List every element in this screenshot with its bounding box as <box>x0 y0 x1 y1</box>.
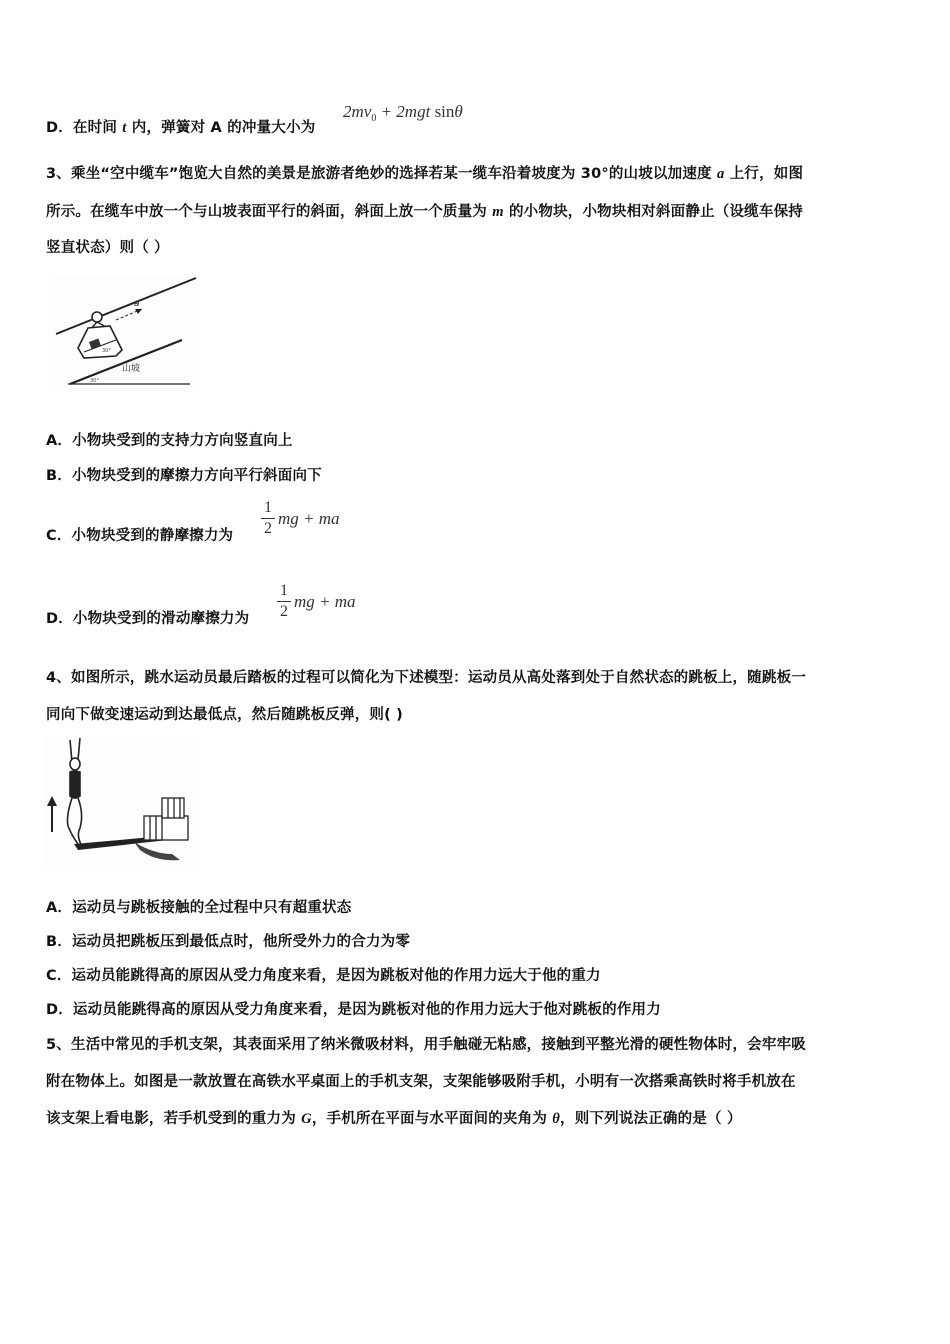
q2-option-d-text2: 内，弹簧对 A 的冲量大小为 <box>126 120 316 136</box>
q3-option-d-formula: mg + ma <box>294 592 356 611</box>
q3-option-a: A．小物块受到的支持力方向竖直向上 <box>46 433 293 449</box>
svg-text:a: a <box>134 299 140 309</box>
q5-stem-line2: 附在物体上。如图是一款放置在高铁水平桌面上的手机支架，支架能够吸附手机，小明有一次搭乘高铁时将手机放在 <box>46 1074 796 1090</box>
q3-stem-line2: 所示。在缆车中放一个与山坡表面平行的斜面，斜面上放一个质量为 m 的小物块，小物块相对斜面静止（设缆车保持 <box>46 204 803 220</box>
q2-option-d-var: t <box>122 120 127 136</box>
q3-option-c-fraction: $\frac{1}{2}$ <box>261 498 275 539</box>
q3-option-d-fraction: $\frac{1}{2}$ <box>277 581 291 622</box>
q3-stem-line1: 3、乘坐“空中缆车”饱览大自然的美景是旅游者绝妙的选择若某一缆车沿着坡度为 30°的山坡以加速度 a 上行，如图 <box>46 166 804 182</box>
q5-stem-line1: 5、生活中常见的手机支架，其表面采用了纳米微吸材料，用手触碰无粘感，接触到平整光滑的硬性物体时，会牢牢吸 <box>46 1037 806 1053</box>
q3-stem-line3: 竖直状态）则（ ） <box>46 240 169 256</box>
pulley-icon <box>92 312 102 322</box>
q2-option-d-text: D．在时间 <box>46 120 123 136</box>
svg-text:30°: 30° <box>90 378 99 384</box>
q3-option-d: D．小物块受到的滑动摩擦力为 <box>46 611 250 627</box>
q4-option-c: C．运动员能跳得高的原因从受力角度来看，是因为跳板对他的作用力远大于他的重力 <box>46 968 601 984</box>
q4-diver-figure <box>44 736 194 870</box>
slope-label: 山坡 <box>122 364 141 374</box>
q3-option-c-formula: mg + ma <box>278 509 340 528</box>
q4-stem-line1: 4、如图所示，跳水运动员最后踏板的过程可以简化为下述模型：运动员从高处落到处于自然状态的跳板上，随跳板一 <box>46 670 806 686</box>
q3-cable-car-figure <box>50 276 200 392</box>
q3-option-c: C．小物块受到的静摩擦力为 <box>46 528 234 544</box>
svg-text:30°: 30° <box>102 348 111 354</box>
q5-stem-line3: 该支架上看电影，若手机受到的重力为 G，手机所在平面与水平面间的夹角为 θ，则下列说法正确的是（ ） <box>46 1111 742 1127</box>
q2-option-d-formula: $2mv_0 + 2mgt$ sinθ <box>343 102 463 124</box>
q4-option-d: D．运动员能跳得高的原因从受力角度来看，是因为跳板对他的作用力远大于他对跳板的作用力 <box>46 1002 661 1018</box>
q4-option-a: A．运动员与跳板接触的全过程中只有超重状态 <box>46 900 352 916</box>
q3-option-b: B．小物块受到的摩擦力方向平行斜面向下 <box>46 468 322 484</box>
q4-stem-line2: 同向下做变速运动到达最低点，然后随跳板反弹，则( ) <box>46 707 403 723</box>
q2-option-d <box>46 116 315 137</box>
q4-option-b: B．运动员把跳板压到最低点时，他所受外力的合力为零 <box>46 934 411 950</box>
